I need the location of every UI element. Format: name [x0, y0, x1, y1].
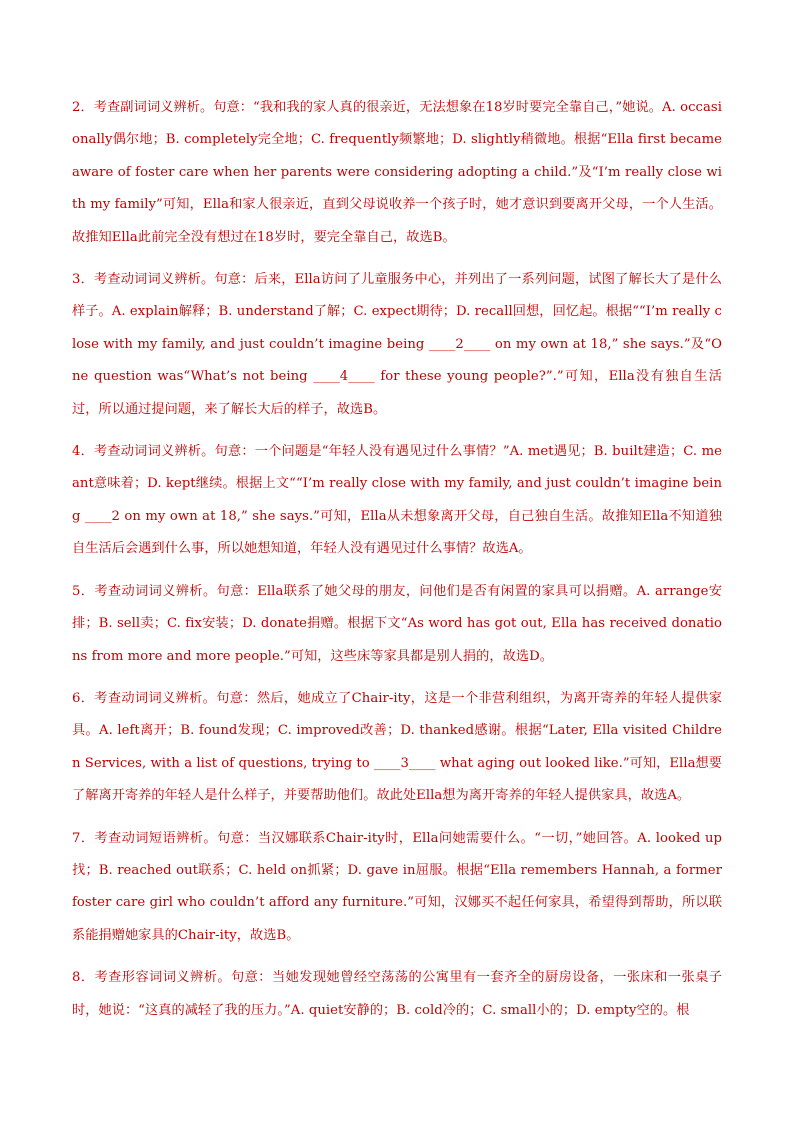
- explanation-text: 3．考查动词词义辨析。句意：后来，Ella访问了儿童服务中心，并列出了一系列问题，试图了解长大了是什么样子。A. explain解释；B. understand了解；C. expect期待；D. recall回想，回忆起。根据““I’m really close with my family, and just couldn’t imagine being ____2____ on my own at 18,” she says.”及“One question was“What’s not being ____4____ for these young people?”.”可知，Ella没有独自生活过，所以通过提问题，来了解长大后的样子，故选B。: [72, 272, 722, 417]
- explanation-text: 5．考查动词词义辨析。句意：Ella联系了她父母的朋友，问他们是否有闲置的家具可以捐赠。A. arrange安排；B. sell卖；C. fix安装；D. donate捐赠。根据下文“As word has got out, Ella has received donations from more and more people.”可知，这些床等家具都是别人捐的，故选D。: [72, 583, 722, 664]
- explanation-text: 8．考查形容词词义辨析。句意：当她发现她曾经空荡荡的公寓里有一套齐全的厨房设备，一张床和一张桌子时，她说：“这真的减轻了我的压力。”A. quiet安静的；B. cold冷的；C. small小的；D. empty空的。根: [72, 970, 722, 1018]
- explanation-item-3: [72, 264, 722, 426]
- explanation-text: 2．考查副词词义辨析。句意：“我和我的家人真的很亲近，无法想象在18岁时要完全靠自己，”她说。A. occasionally偶尔地；B. completely完全地；C. frequently频繁地；D. slightly稍微地。根据“Ella first became aware of foster care when her parents were considering adopting a child.”及“I’m really close with my family”可知，Ella和家人很亲近，直到父母说收养一个孩子时，她才意识到要离开父母，一个人生活。故推知Ella此前完全没有想过在18岁时，要完全靠自己，故选B。: [72, 100, 722, 245]
- explanation-item-4: [72, 436, 722, 566]
- explanation-item-6: [72, 683, 722, 813]
- explanation-text: 7．考查动词短语辨析。句意：当汉娜联系Chair-ity时，Ella问她需要什么。“一切，”她回答。A. looked up找；B. reached out联系；C. held on抓紧；D. gave in屈服。根据“Ella remembers Hannah, a former foster care girl who couldn’t afford any furniture.”可知，汉娜买不起任何家具，希望得到帮助，所以联系能捐赠她家具的Chair-ity，故选B。: [72, 830, 722, 943]
- explanation-item-8: [72, 962, 722, 1027]
- explanation-item-5: [72, 576, 722, 673]
- answer-explanation-page: [72, 92, 722, 1037]
- explanation-item-7: [72, 823, 722, 953]
- explanation-text: 6．考查动词词义辨析。句意：然后，她成立了Chair-ity，这是一个非营利组织，为离开寄养的年轻人提供家具。A. left离开；B. found发现；C. improved改善；D. thanked感谢。根据“Later, Ella visited Children Services, with a list of questions, trying to ____3____ what aging out looked like.”可知，Ella想要了解离开寄养的年轻人是什么样子，并要帮助他们。故此处Ella想为离开寄养的年轻人提供家具，故选A。: [72, 690, 722, 804]
- explanation-text: 4．考查动词词义辨析。句意：一个问题是“年轻人没有遇见过什么事情？”A. met遇见；B. built建造；C. meant意味着；D. kept继续。根据上文““I’m really close with my family, and just couldn’t imagine being ____2 on my own at 18,” she says.”可知，Ella从未想象离开父母，自己独自生活。故推知Ella不知道独自生活后会遇到什么事，所以她想知道，年轻人没有遇见过什么事情？故选A。: [72, 444, 722, 557]
- explanation-item-2: [72, 92, 722, 254]
